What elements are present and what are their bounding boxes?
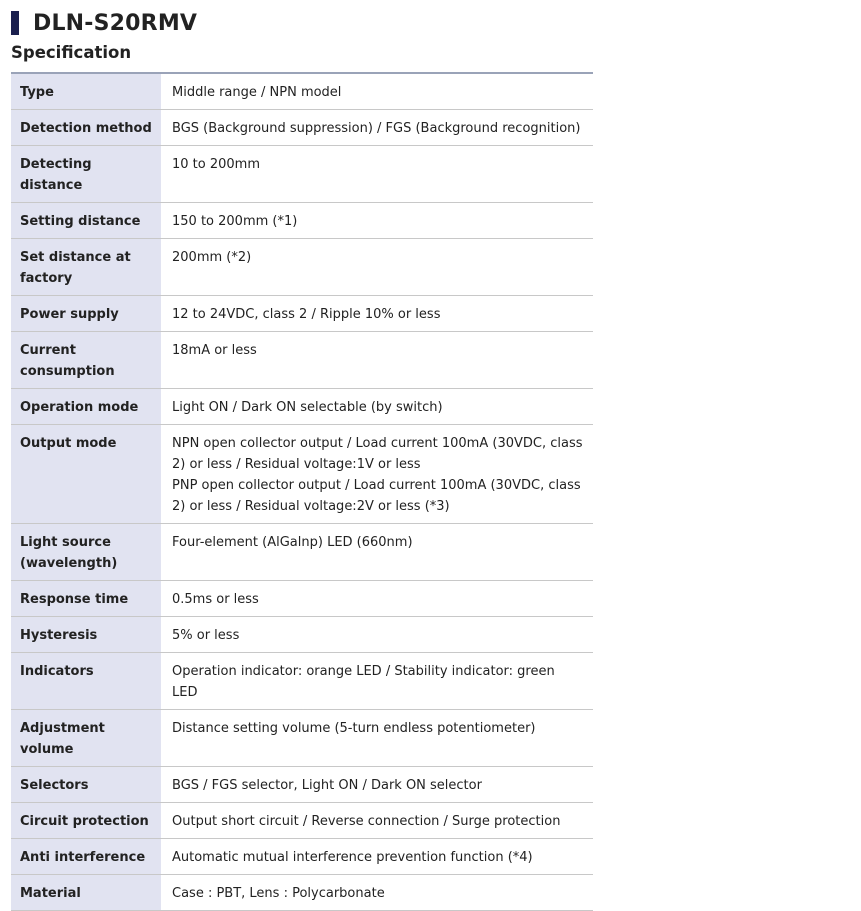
spec-value: 10 to 200mm <box>161 146 593 203</box>
spec-label: Anti interference <box>11 839 161 875</box>
section-heading: Specification <box>11 43 132 62</box>
spec-row <box>11 425 593 524</box>
spec-label: Detecting distance <box>11 146 161 203</box>
spec-label: Current consumption <box>11 332 161 389</box>
spec-value: Operation indicator: orange LED / Stability indicator: green LED <box>161 653 593 710</box>
spec-row <box>11 203 593 239</box>
spec-value: BGS / FGS selector, Light ON / Dark ON selector <box>161 767 593 803</box>
spec-label: Selectors <box>11 767 161 803</box>
product-title: DLN-S20RMV <box>33 10 198 36</box>
spec-label: Set distance at factory <box>11 239 161 296</box>
spec-label: Circuit protection <box>11 803 161 839</box>
spec-row <box>11 581 593 617</box>
spec-label: Light source (wavelength) <box>11 524 161 581</box>
spec-row <box>11 767 593 803</box>
spec-value: Automatic mutual interference prevention function (*4) <box>161 839 593 875</box>
spec-value: Four-element (AlGalnp) LED (660nm) <box>161 524 593 581</box>
spec-row <box>11 524 593 581</box>
spec-row <box>11 239 593 296</box>
spec-label: Operation mode <box>11 389 161 425</box>
spec-value: Light ON / Dark ON selectable (by switch) <box>161 389 593 425</box>
product-title-bar <box>11 10 197 36</box>
spec-value: 5% or less <box>161 617 593 653</box>
spec-row <box>11 710 593 767</box>
title-accent-bar <box>11 11 19 35</box>
specification-table <box>11 72 593 911</box>
spec-value: Output short circuit / Reverse connection / Surge protection <box>161 803 593 839</box>
spec-row <box>11 875 593 911</box>
specification-table-body <box>11 73 593 911</box>
spec-value: NPN open collector output / Load current 100mA (30VDC, class 2) or less / Residual voltage:1V or less PNP open collector output / Load current 100mA (30VDC, class 2) or less / Residual voltage:2V or less (*3) <box>161 425 593 524</box>
spec-row <box>11 389 593 425</box>
spec-value: 12 to 24VDC, class 2 / Ripple 10% or less <box>161 296 593 332</box>
spec-value: 18mA or less <box>161 332 593 389</box>
spec-label: Detection method <box>11 110 161 146</box>
spec-row <box>11 146 593 203</box>
spec-label: Adjustment volume <box>11 710 161 767</box>
spec-row <box>11 839 593 875</box>
spec-row <box>11 73 593 110</box>
spec-value: 0.5ms or less <box>161 581 593 617</box>
spec-row <box>11 296 593 332</box>
spec-value: 200mm (*2) <box>161 239 593 296</box>
spec-value: Middle range / NPN model <box>161 73 593 110</box>
spec-row <box>11 110 593 146</box>
spec-value: Case : PBT, Lens : Polycarbonate <box>161 875 593 911</box>
spec-label: Output mode <box>11 425 161 524</box>
spec-row <box>11 653 593 710</box>
spec-value: 150 to 200mm (*1) <box>161 203 593 239</box>
spec-label: Type <box>11 73 161 110</box>
spec-label: Hysteresis <box>11 617 161 653</box>
spec-label: Setting distance <box>11 203 161 239</box>
spec-value: BGS (Background suppression) / FGS (Background recognition) <box>161 110 593 146</box>
spec-label: Response time <box>11 581 161 617</box>
spec-label: Power supply <box>11 296 161 332</box>
spec-row <box>11 332 593 389</box>
spec-label: Material <box>11 875 161 911</box>
spec-row <box>11 803 593 839</box>
spec-value: Distance setting volume (5-turn endless potentiometer) <box>161 710 593 767</box>
spec-row <box>11 617 593 653</box>
spec-label: Indicators <box>11 653 161 710</box>
